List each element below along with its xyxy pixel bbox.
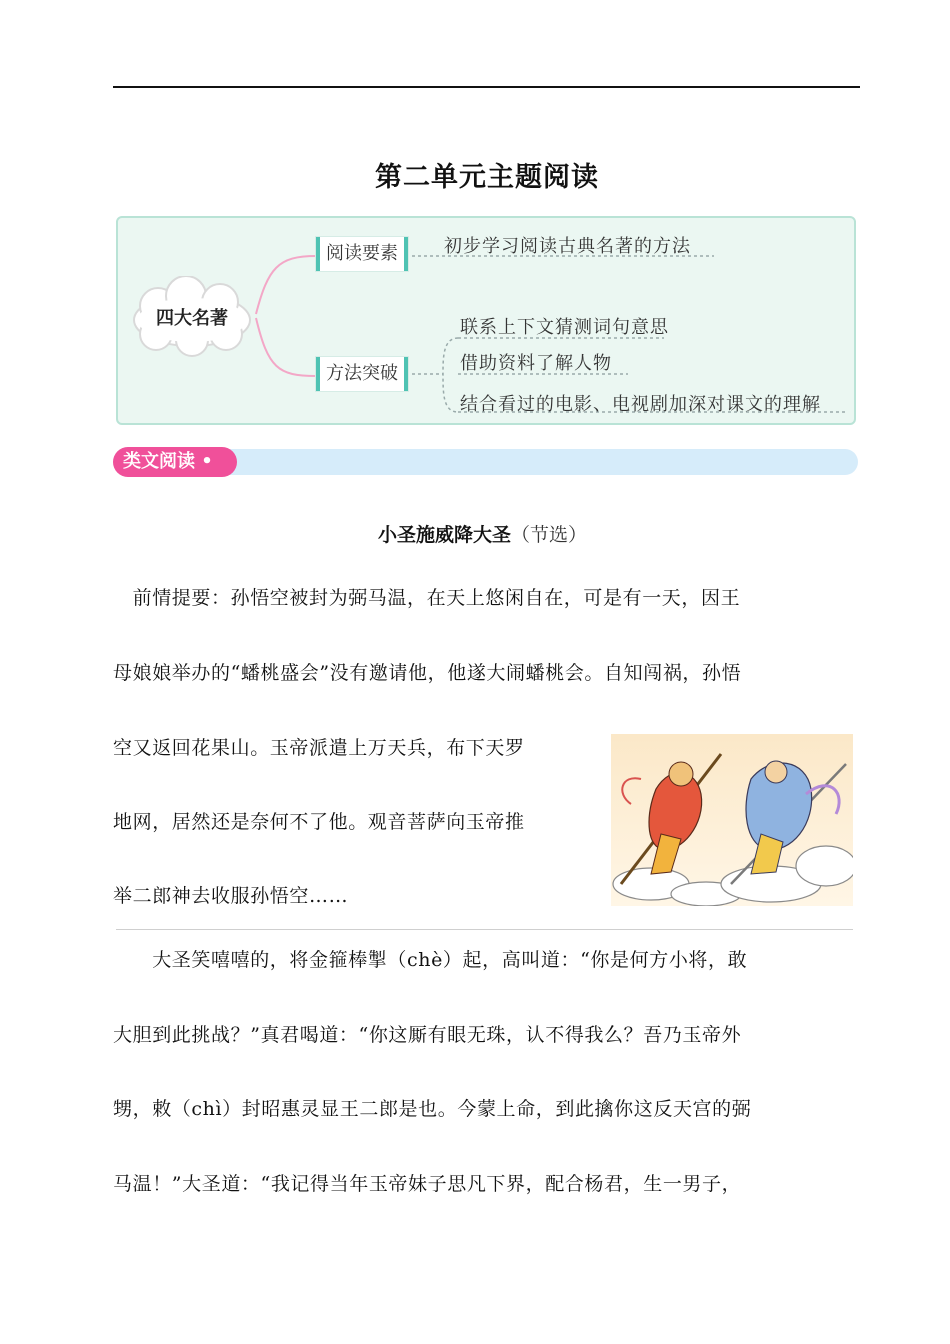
body-line: 大胆到此挑战？”真君喝道：“你这厮有眼无珠，认不得我么？吾乃玉帝外 (113, 1024, 742, 1046)
leaf-reading-method: 初步学习阅读古典名著的方法 (444, 236, 691, 257)
leaf-context-guess: 联系上下文猜测词句意思 (460, 317, 669, 338)
leaf-film-tv: 结合看过的电影、电视剧加深对课文的理解 (460, 394, 821, 415)
article-title (0, 520, 950, 547)
body-line: 马温！”大圣道：“我记得当年玉帝妹子思凡下界，配合杨君，生一男子， (113, 1173, 742, 1195)
intro-line: 举二郎神去收服孙悟空…… (113, 885, 349, 907)
intro-line: 前情提要：孙悟空被封为弼马温，在天上悠闲自在，可是有一天，因王 (113, 587, 741, 609)
mind-map (116, 216, 856, 425)
section-banner-label: 类文阅读 • (113, 447, 237, 477)
intro-line: 空又返回花果山。玉帝派遣上万天兵，布下天罗 (113, 737, 525, 759)
page-title: 第二单元主题阅读 (375, 162, 599, 193)
intro-line: 母娘娘举办的“蟠桃盛会”没有邀请他，他遂大闹蟠桃会。自知闯祸，孙悟 (113, 662, 742, 684)
body-line: 大圣笑嘻嘻的，将金箍棒掣（chè）起，高叫道：“你是何方小将，敢 (113, 949, 748, 971)
body-line: 甥，敕（chì）封昭惠灵显王二郎是也。今蒙上命，到此擒你这反天宫的弼 (113, 1098, 752, 1120)
branch-method-breakthrough: 方法突破 (316, 357, 408, 391)
branch-reading-elements: 阅读要素 (316, 237, 408, 271)
article-title-note: （节选） (511, 524, 588, 546)
intro-line: 地网，居然还是奈何不了他。观音菩萨向玉帝推 (113, 811, 525, 833)
section-divider (116, 929, 853, 930)
mind-map-center: 四大名著 (156, 308, 228, 329)
leaf-use-materials: 借助资料了解人物 (460, 353, 612, 374)
article-title-main: 小圣施威降大圣 (377, 524, 511, 546)
monkey-king-battle-illustration (611, 734, 853, 906)
header-rule (113, 86, 860, 88)
